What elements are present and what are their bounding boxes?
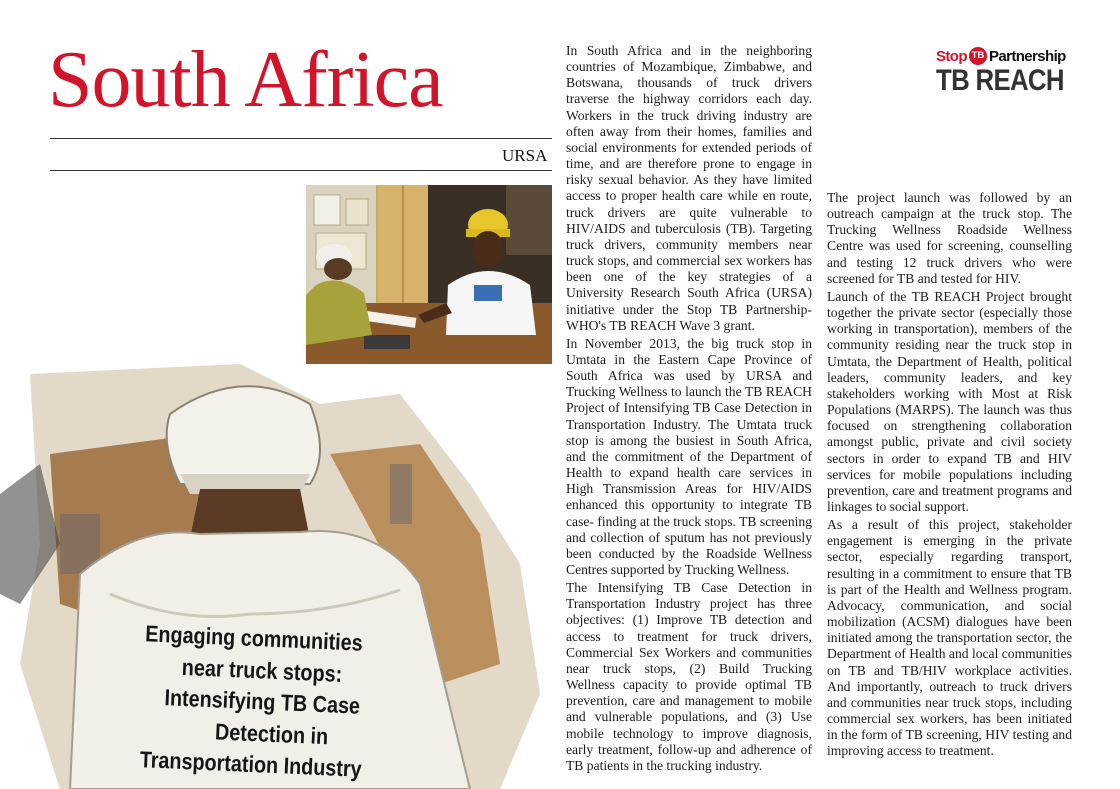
stop-tb-partnership-logo — [936, 47, 1072, 97]
shirt-print-line: Transportation Industry — [139, 746, 363, 782]
logo-partnership-text: Partnership — [988, 47, 1066, 65]
title-divider-top — [50, 138, 552, 139]
shirt-print-line: Intensifying TB Case — [164, 684, 361, 719]
title-divider-bottom — [50, 170, 552, 171]
shirt-print-line: near truck stops: — [181, 653, 343, 687]
article-paragraph: In November 2013, the big truck stop in Umtata in the Eastern Cape Province of South Africa was used by URSA and Trucking Wellness to launch the TB REACH Project of Intensifying TB Case Detection in Transportation Industry. The Umtata truck stop is among the busiest in South Africa, and the commitment of the Department of Health to expand health care services in High Transmission Areas for HIV/AIDS enhanced this opportunity to integrate TB case- finding at the truck stops. TB screening and collection of sputum has not previously been conducted by the Roadside Wellness Centres supported by Trucking Wellness. — [566, 335, 812, 577]
clinic-photo-illustration — [306, 185, 552, 368]
article-paragraph: In South Africa and in the neighboring countries of Mozambique, Zimbabwe, and Botswana, thousands of truck drivers traverse the highway corridors each day. Workers in the truck driving industry are often away from their homes, families and social environments for extended periods of time, and are therefore prone to engage in risky sexual behavior. As they have limited access to proper health care while en route, truck drivers are quite vulnerable to HIV/AIDS and tuberculosis (TB). Targeting truck drivers, community members near truck stops, and commercial sex workers has been one of the key strategies of a University Research South Africa (URSA) initiative under the Stop TB Partnership-WHO's TB REACH Wave 3 grant. — [566, 43, 812, 333]
page-title: South Africa — [48, 36, 443, 124]
article-paragraph: The project launch was followed by an outreach campaign at the truck stop. The Trucking Wellness Roadside Wellness Centre was used for screening, counselling and testing 12 truck drivers who were screened for TB and tested for HIV. — [827, 190, 1072, 286]
shirt-print-line: Engaging communities — [144, 620, 364, 656]
page-subtitle: URSA — [502, 146, 548, 165]
logo-tb-reach-text: TB REACH — [936, 64, 1064, 97]
tb-circle-icon: TB — [969, 47, 987, 65]
article-paragraph: The Intensifying TB Case Detection in Transportation Industry project has three objectives: (1) Improve TB detection and access to treatment for truck drivers, Commercial Sex Workers and communities near truck stops, (2) Build Trucking Wellness capacity to provide optimal TB prevention, care and management to mobile and vulnerable populations, and (3) Use mobile technology to improve diagnosis, early treatment, follow-up and adherence of TB patients in the trucking industry. — [566, 580, 812, 773]
logo-stop-text: Stop — [936, 47, 967, 65]
article-column-1 — [566, 43, 812, 776]
shirt-print-line: Detection in — [214, 717, 329, 749]
logo-top-line — [936, 47, 1072, 65]
article-column-2 — [827, 190, 1072, 761]
shirt-print-text — [133, 618, 400, 787]
article-paragraph: As a result of this project, stakeholder engagement is emerging in the private sector, especially regarding transport, resulting in a commitment to ensure that TB is part of the Health and Wellness program. Advocacy, communication, and social mobilization (ACSM) dialogues have been initiated among the transportation sector, the Department of Health and local communities on TB and TB/HIV workplace activities. And importantly, outreach to truck drivers and communities near truck stops, including commercial sex workers, has been initiated in the form of TB screening, HIV testing and improving access to treatment. — [827, 517, 1072, 759]
clinic-photo — [306, 185, 552, 368]
article-paragraph: Launch of the TB REACH Project brought together the private sector (especially those working in transportation), members of the community residing near the truck stop in Umtata, the Department of Health, political leaders, community leaders, and key stakeholders working with Most at Risk Populations (MARPS). The launch was thus focused on strengthening collaboration amongst public, private and civil society sectors in order to expand TB and HIV services for mobile populations including prevention, care and treatment programs and linkages to social support. — [827, 288, 1072, 514]
